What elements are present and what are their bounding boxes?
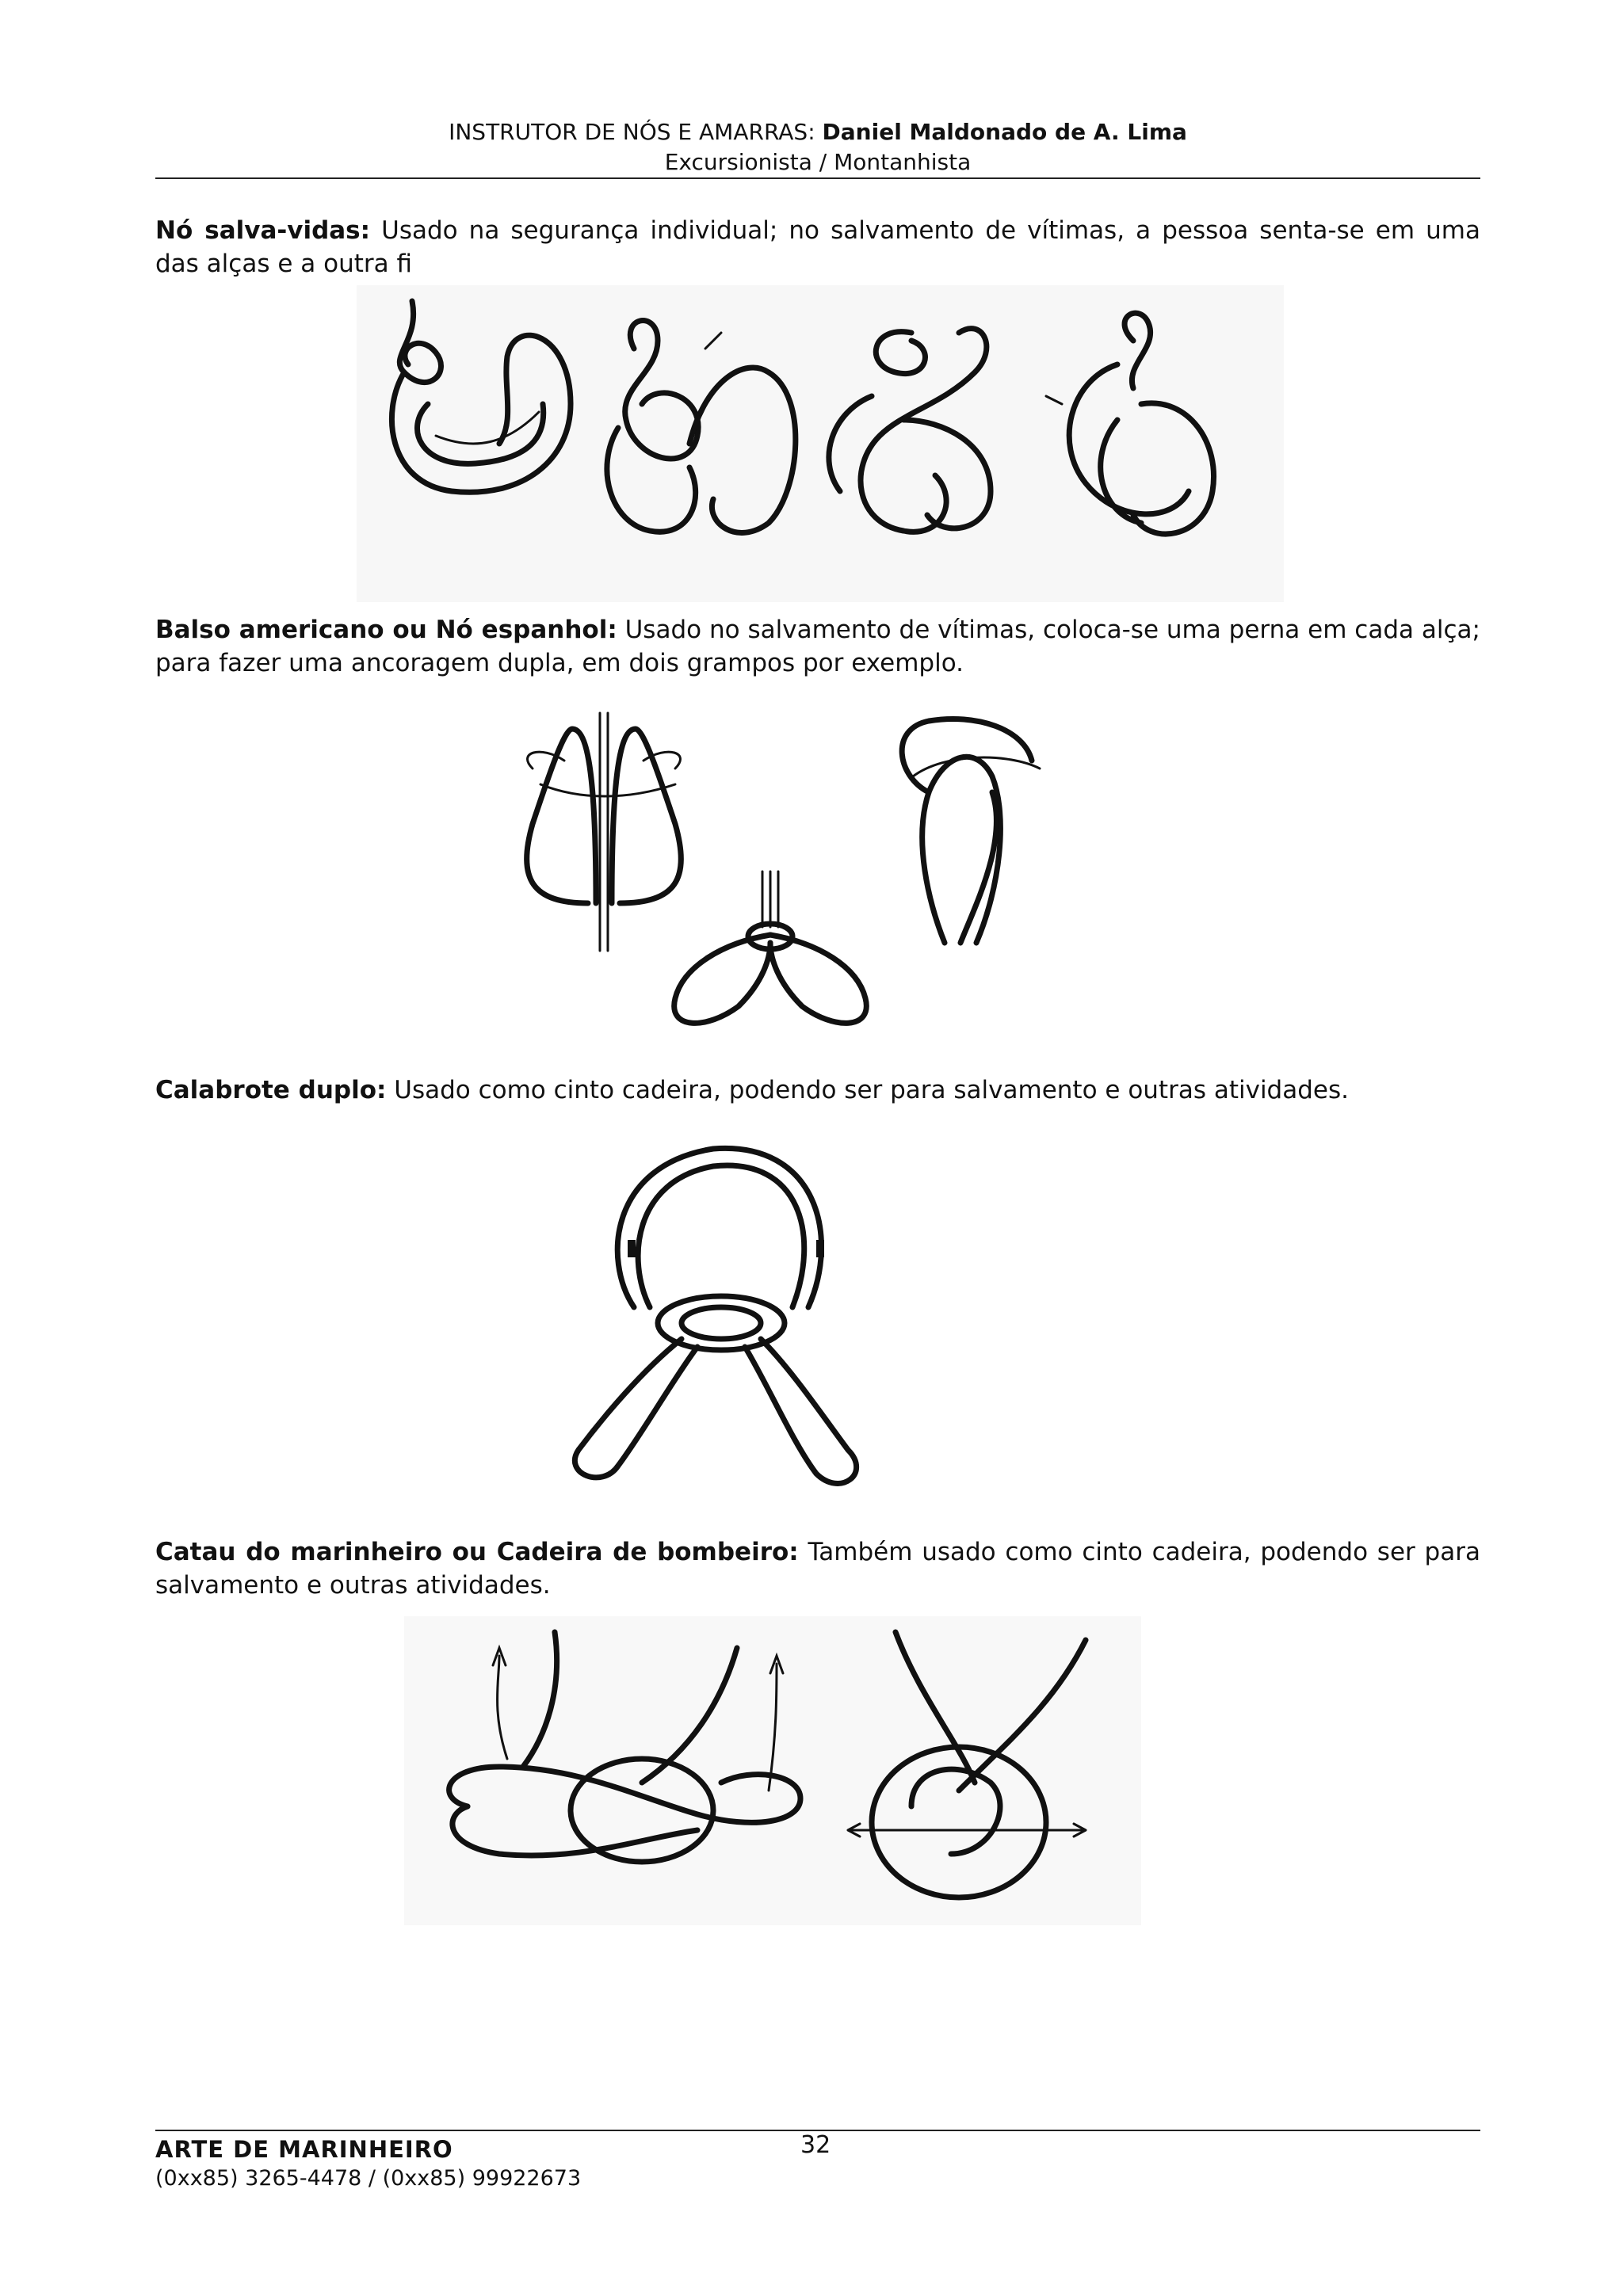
page-header <box>155 117 1480 177</box>
footer-phone: (0xx85) 3265-4478 / (0xx85) 99922673 <box>155 2166 582 2191</box>
section-salva-vidas <box>155 214 1480 280</box>
header-line <box>155 117 1480 147</box>
figure-catau-marinheiro <box>404 1616 1141 1925</box>
section-text: Usado no salvamento de vítimas, coloca-se uma perna em cada alça; para fazer uma ancoragem dupla, em dois grampos por exemplo. <box>155 616 1480 677</box>
page-number: 32 <box>800 2131 831 2159</box>
section-calabrote-duplo <box>155 1074 1480 1107</box>
section-catau-marinheiro <box>155 1535 1480 1602</box>
section-text: Também usado como cinto cadeira, podendo ser para salvamento e outras atividades. <box>155 1538 1480 1600</box>
header-prefix: INSTRUTOR DE NÓS E AMARRAS: <box>449 119 823 145</box>
header-divider <box>155 177 1480 179</box>
footer-title: ARTE DE MARINHEIRO <box>155 2136 453 2163</box>
section-title: Catau do marinheiro ou Cadeira de bombeiro: <box>155 1538 799 1566</box>
section-balso-americano <box>155 613 1480 680</box>
section-title: Balso americano ou Nó espanhol: <box>155 616 617 644</box>
header-author: Daniel Maldonado de A. Lima <box>822 119 1187 145</box>
section-title: Nó salva-vidas: <box>155 216 371 245</box>
figure-calabrote-duplo <box>555 1117 903 1497</box>
figure-balso-americano <box>485 681 1071 1070</box>
section-text: Usado como cinto cadeira, podendo ser para salvamento e outras atividades. <box>394 1076 1349 1104</box>
figure-salva-vidas <box>357 285 1284 602</box>
section-title: Calabrote duplo: <box>155 1076 387 1104</box>
section-text: Usado na segurança individual; no salvamento de vítimas, a pessoa senta-se em uma das alças e a outra fi <box>155 216 1480 278</box>
header-subtitle: Excursionista / Montanhista <box>664 149 972 175</box>
